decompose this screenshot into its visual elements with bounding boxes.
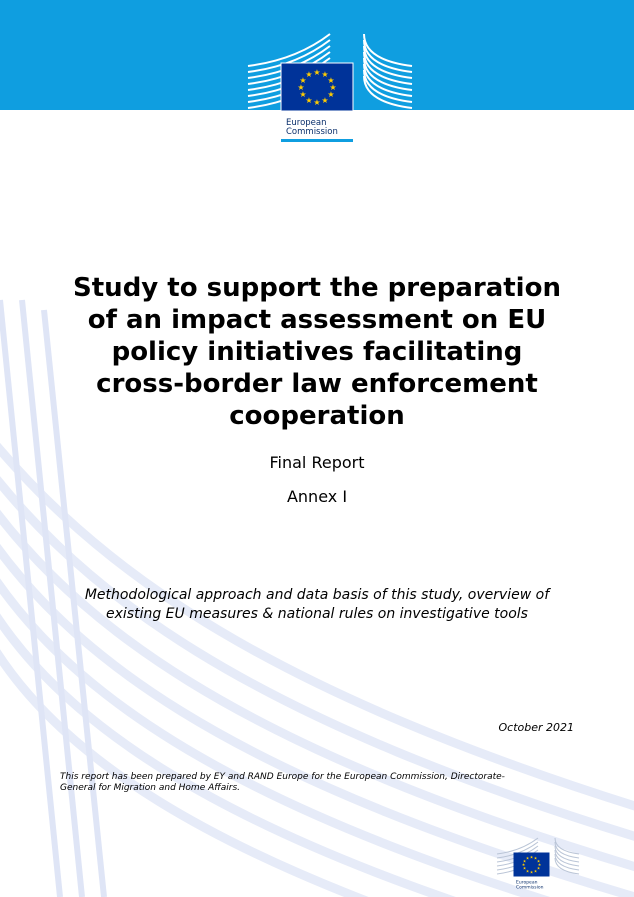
description-line-1: Methodological approach and data basis of this study, overview of xyxy=(84,587,550,603)
svg-text:★: ★ xyxy=(313,68,321,77)
report-type: Final Report xyxy=(269,453,365,472)
small-logo-text-line1: European xyxy=(516,880,538,886)
svg-text:★: ★ xyxy=(537,862,542,867)
description-line-2: existing EU measures & national rules on investigative tools xyxy=(106,606,528,622)
title-line-1: Study to support the preparation xyxy=(73,273,561,303)
annex-label: Annex I xyxy=(286,487,348,506)
prepared-by-line-2: General for Migration and Home Affairs. xyxy=(60,783,241,793)
svg-text:★: ★ xyxy=(299,90,307,99)
svg-text:★: ★ xyxy=(525,855,530,861)
svg-text:★: ★ xyxy=(533,855,538,861)
svg-text:★: ★ xyxy=(529,869,534,875)
title-line-3: policy initiatives facilitating xyxy=(111,337,523,367)
svg-text:★: ★ xyxy=(321,70,329,79)
logo-text-line2: Commission xyxy=(286,127,338,137)
svg-text:★: ★ xyxy=(313,98,321,107)
svg-text:★: ★ xyxy=(529,854,534,860)
description xyxy=(40,586,594,624)
svg-text:★: ★ xyxy=(536,858,541,864)
svg-text:★: ★ xyxy=(297,83,305,92)
publication-date: October 2021 xyxy=(498,721,574,734)
title-line-5: cooperation xyxy=(229,401,405,431)
document-title xyxy=(30,272,604,432)
svg-text:★: ★ xyxy=(533,868,538,874)
svg-text:★: ★ xyxy=(525,868,530,874)
svg-text:★: ★ xyxy=(522,865,527,871)
logo-text-line1: European xyxy=(286,118,327,128)
svg-text:★: ★ xyxy=(521,862,526,867)
european-commission-logo xyxy=(246,30,414,144)
small-logo-text-line2: Commission xyxy=(516,885,544,891)
svg-text:★: ★ xyxy=(536,865,541,871)
european-commission-logo-small xyxy=(496,836,580,893)
svg-text:★: ★ xyxy=(327,90,335,99)
svg-text:★: ★ xyxy=(327,76,335,85)
svg-text:★: ★ xyxy=(522,858,527,864)
svg-text:★: ★ xyxy=(329,83,337,92)
title-line-2: of an impact assessment on EU xyxy=(87,305,547,335)
svg-text:★: ★ xyxy=(305,96,313,105)
title-line-4: cross-border law enforcement xyxy=(96,369,538,399)
prepared-by-line-1: This report has been prepared by EY and RAND Europe for the European Commission, Directorate- xyxy=(60,772,505,782)
prepared-by-note xyxy=(60,772,560,794)
svg-text:★: ★ xyxy=(321,96,329,105)
svg-text:★: ★ xyxy=(305,70,313,79)
svg-text:★: ★ xyxy=(299,76,307,85)
